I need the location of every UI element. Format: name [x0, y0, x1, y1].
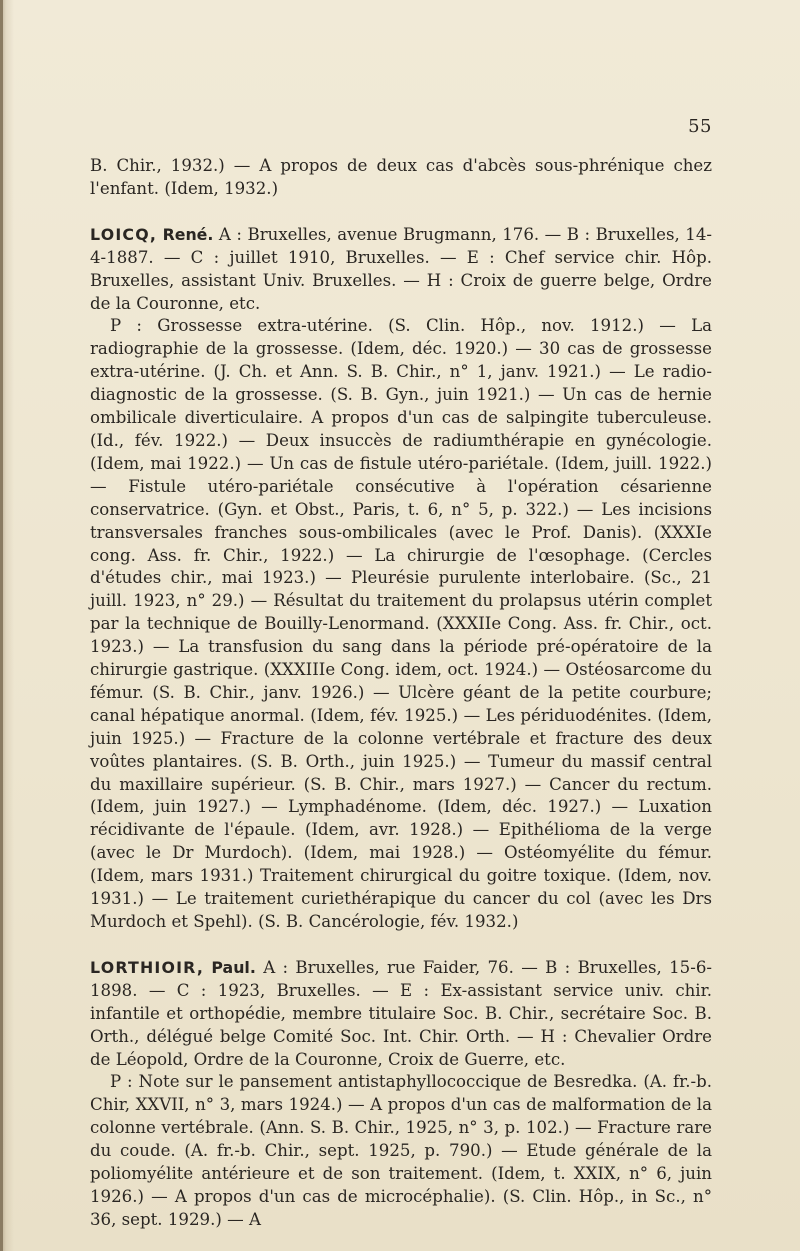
- entry-biography: A : Bruxelles, rue Faider, 76. — B : Bruxelles, 15-6-1898. — C : 1923, Bruxelles. — E : Ex-assistant service univ. chir. infantile et orthopédie, membre titulaire Soc. B. Chir., secrétaire Soc. B. Orth., délégué belge Comité Soc. Int. Chir. Orth. — H : Chevalier Ordre de Léopold, Ordre de la Couronne, Croix de Guerre, etc.: [90, 957, 713, 1069]
- entry-surname: LOICQ,: [90, 224, 158, 244]
- main-text-column: [90, 155, 712, 1232]
- page-number: 55: [688, 116, 712, 137]
- entry-given-name: Paul.: [211, 957, 256, 977]
- continuation-paragraph: B. Chir., 1932.) — A propos de deux cas d'abcès sous-phrénique chez l'enfant. (Idem, 1932.): [90, 156, 712, 198]
- entry-spacer: [90, 201, 712, 224]
- entry-spacer: [90, 934, 712, 957]
- entry-biography: A : Bruxelles, avenue Brugmann, 176. — B : Bruxelles, 14-4-1887. — C : juillet 1910, Bruxelles. — E : Chef service chir. Hôp. Bruxelles, assistant Univ. Bruxelles. — H : Croix de guerre belge, Ordre de la Couronne, etc.: [90, 224, 713, 313]
- entry-biography-paragraph: [90, 224, 712, 316]
- entry-lorthioir: [90, 957, 712, 1232]
- book-spine-shadow: [0, 0, 3, 1251]
- entry-publications: P : Note sur le pansement antistaphyllococcique de Besredka. (A. fr.-b. Chir, XXVII, n° 3, mars 1924.) — A propos d'un cas de malformation de la colonne vertébrale. (Ann. S. B. Chir., 1925, n° 3, p. 102.) — Fracture rare du coude. (A. fr.-b. Chir., sept. 1925, p. 790.) — Etude générale de la poliomyélite antérieure et de son traitement. (Idem, t. XXIX, n° 6, juin 1926.) — A propos d'un cas de microcéphalie). (S. Clin. Hôp., in Sc., n° 36, sept. 1929.) — A: [90, 1072, 712, 1229]
- entry-loicq: [90, 224, 712, 934]
- entry-surname: LORTHIOIR,: [90, 957, 205, 977]
- entry-publications: P : Grossesse extra-utérine. (S. Clin. Hôp., nov. 1912.) — La radiographie de la grossesse. (Idem, déc. 1920.) — 30 cas de grossesse extra-utérine. (J. Ch. et Ann. S. B. Chir., n° 1, janv. 1921.) — Le radio-diagnostic de la grossesse. (S. B. Gyn., juin 1921.) — Un cas de hernie ombilicale diverticulaire. A propos d'un cas de salpingite tuberculeuse. (Id., fév. 1922.) — Deux insuccès de radiumthérapie en gynécologie. (Idem, mai 1922.) — Un cas de fistule utéro-pariétale. (Idem, juill. 1922.) — Fistule utéro-pariétale consécutive à l'opération césarienne conservatrice. (Gyn. et Obst., Paris, t. 6, n° 5, p. 322.) — Les incisions transversales franches sous-ombilicales (avec le Prof. Danis). (XXXIe cong. Ass. fr. Chir., 1922.) — La chirurgie de l'œsophage. (Cercles d'études chir., mai 1923.) — Pleurésie purulente interlobaire. (Sc., 21 juill. 1923, n° 29.) — Résultat du traitement du prolapsus utérin complet par la technique de Bouilly-Lenormand. (XXXIIe Cong. Ass. fr. Chir., oct. 1923.) — La transfusion du sang dans la période pré-opératoire de la chirurgie gastrique. (XXXIIIe Cong. idem, oct. 1924.) — Ostéosarcome du fémur. (S. B. Chir., janv. 1926.) — Ulcère géant de la petite courbure; canal hépatique anormal. (Idem, fév. 1925.) — Les périduodénites. (Idem, juin 1925.) — Fracture de la colonne vertébrale et fracture des deux voûtes plantaires. (S. B. Orth., juin 1925.) — Tumeur du massif central du maxillaire supérieur. (S. B. Chir., mars 1927.) — Cancer du rectum. (Idem, juin 1927.) — Lymphadénome. (Idem, déc. 1927.) — Luxation récidivante de l'épaule. (Idem, avr. 1928.) — Epithélioma de la verge (avec le Dr Murdoch). (Idem, mai 1928.) — Ostéomyélite du fémur. (Idem, mars 1931.) Traitement chirurgical du goitre toxique. (Idem, nov. 1931.) — Le traitement curiethérapique du cancer du col (avec les Drs Murdoch et Spehl). (S. B. Cancérologie, fév. 1932.): [90, 316, 712, 931]
- entry-biography-paragraph: [90, 957, 712, 1072]
- entry-given-name: René.: [162, 224, 214, 244]
